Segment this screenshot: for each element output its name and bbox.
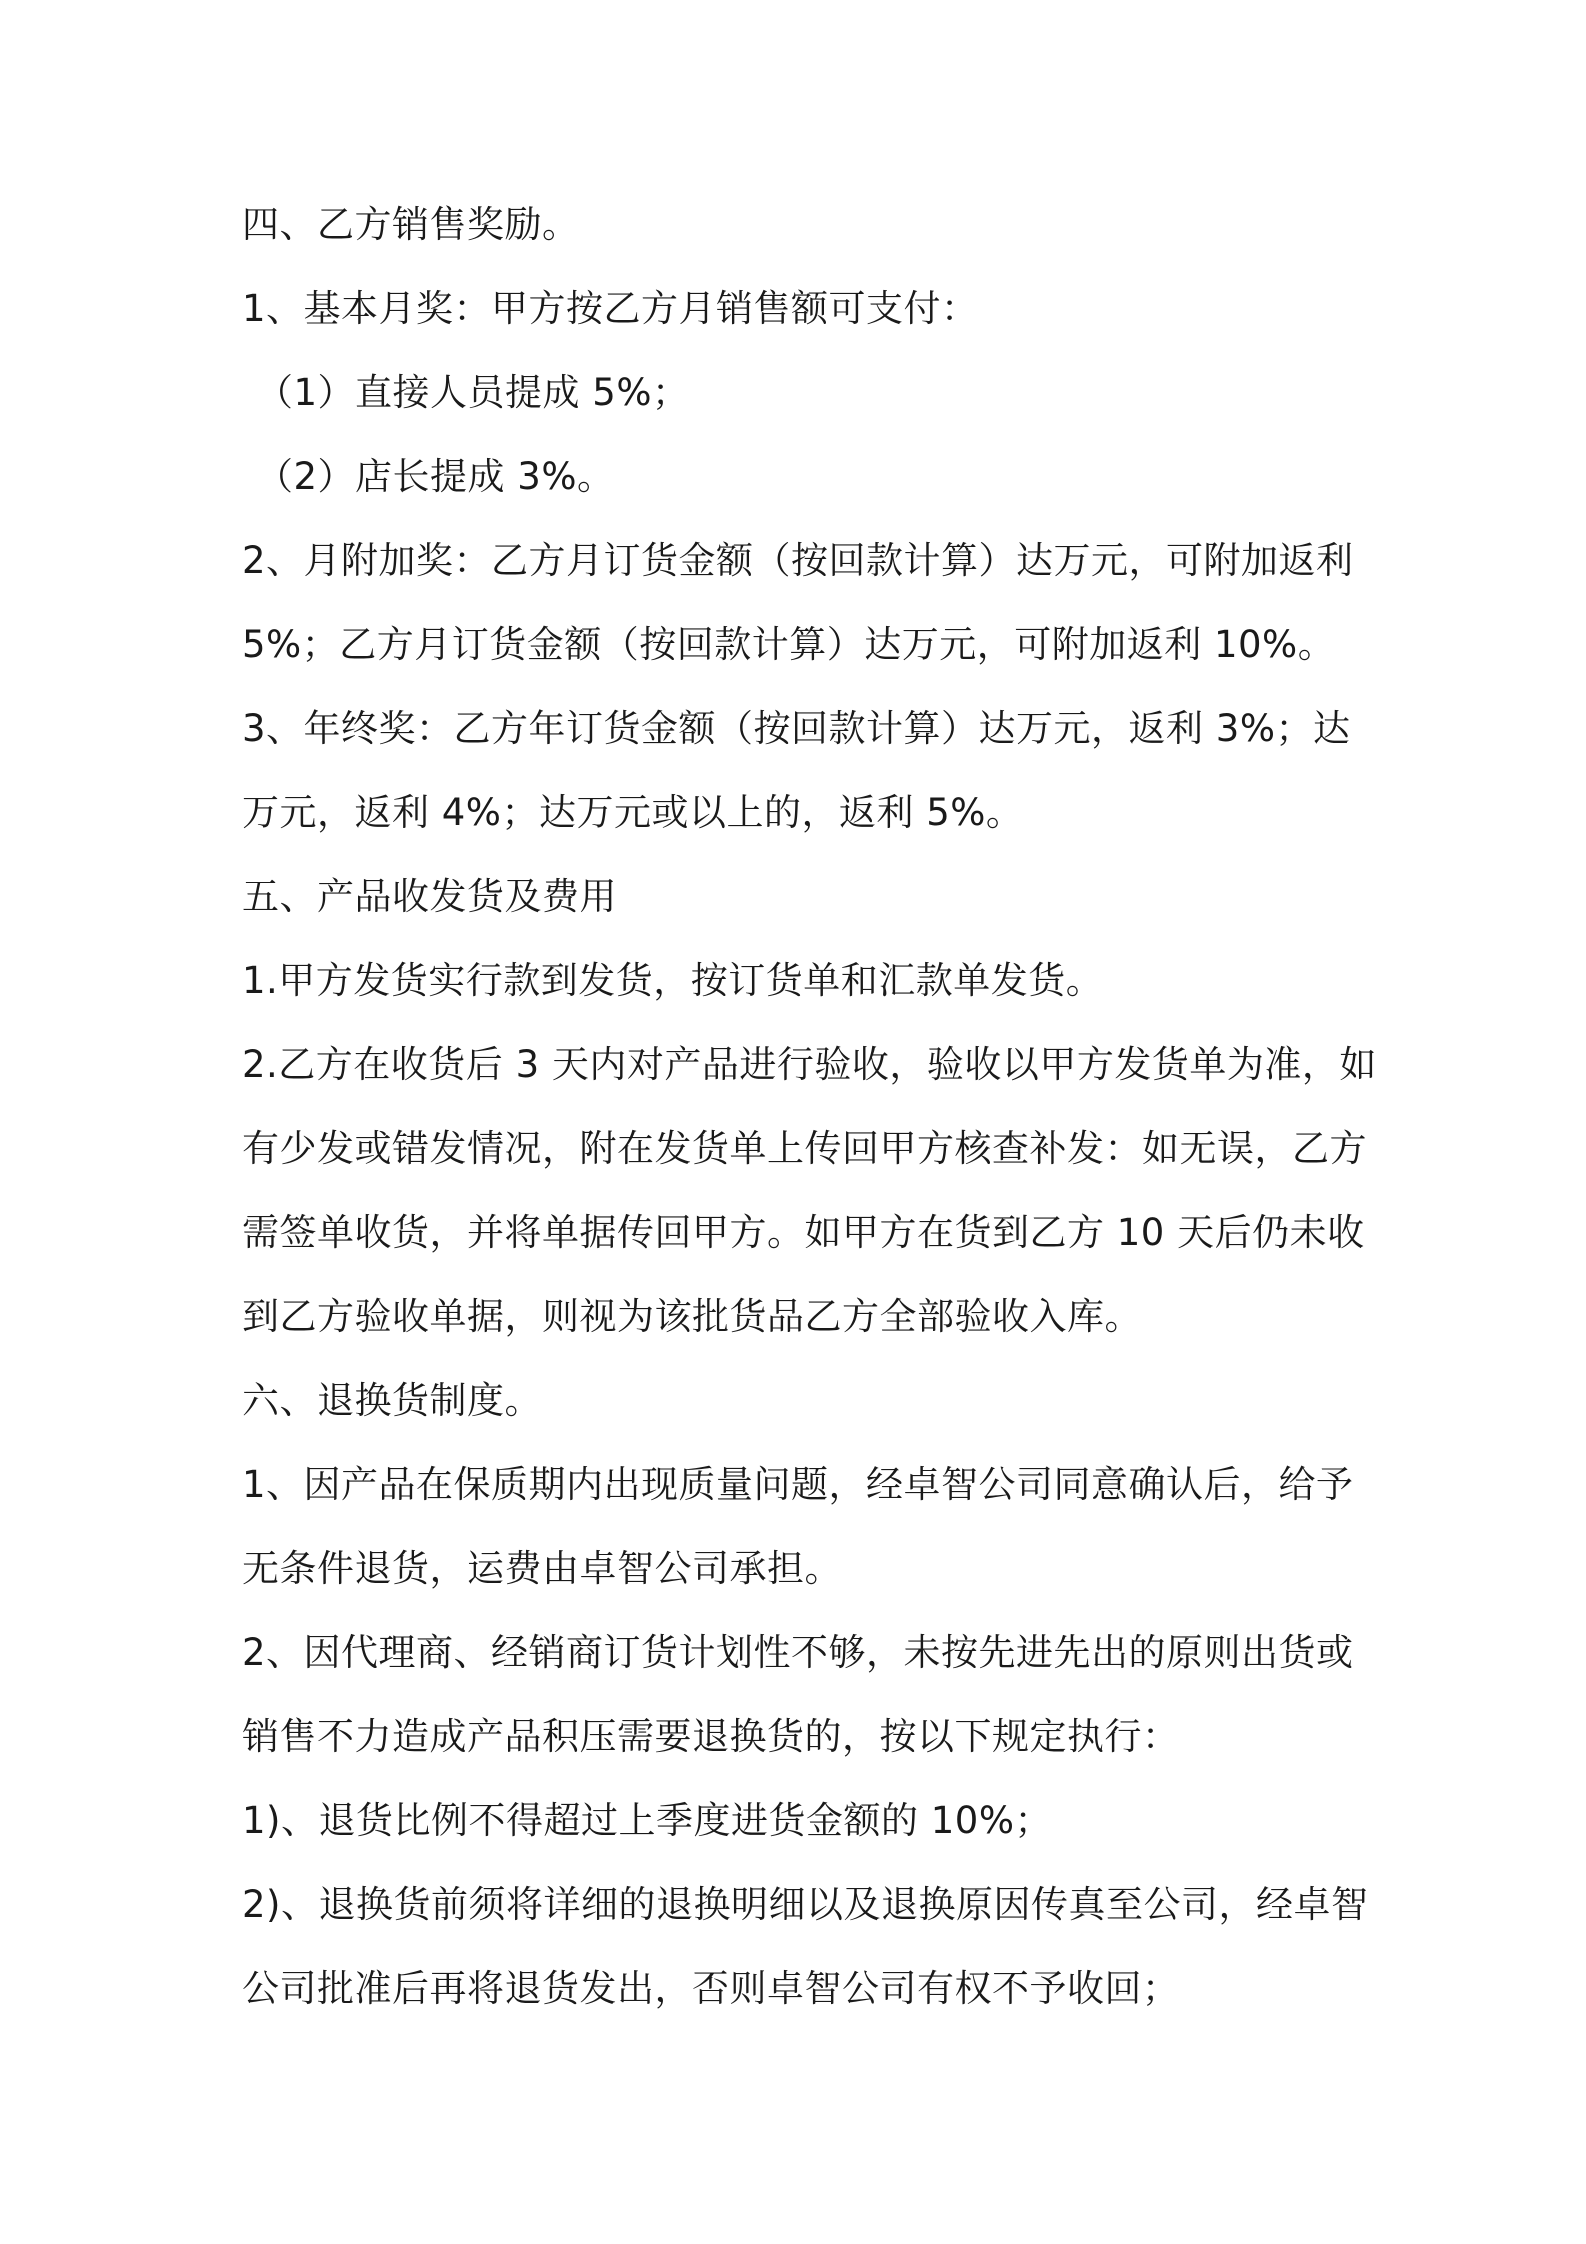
paragraph-line: 1、基本月奖：甲方按乙方月销售额可支付： bbox=[242, 287, 979, 330]
list-item: （1）直接人员提成 5%； bbox=[256, 371, 690, 414]
paragraph-line: 公司批准后再将退货发出，否则卓智公司有权不予收回； bbox=[242, 1967, 1180, 2010]
paragraph-line: 销售不力造成产品积压需要退换货的，按以下规定执行： bbox=[242, 1715, 1180, 1758]
paragraph-line: 3、年终奖：乙方年订货金额（按回款计算）达万元，返利 3%；达 bbox=[242, 707, 1351, 750]
paragraph-line: 无条件退货，运费由卓智公司承担。 bbox=[242, 1547, 842, 1590]
section-heading-4: 四、乙方销售奖励。 bbox=[242, 203, 580, 246]
paragraph-line: 到乙方验收单据，则视为该批货品乙方全部验收入库。 bbox=[242, 1295, 1142, 1338]
paragraph-line: 2、月附加奖：乙方月订货金额（按回款计算）达万元，可附加返利 bbox=[242, 539, 1354, 582]
paragraph-line: 2.乙方在收货后 3 天内对产品进行验收，验收以甲方发货单为准，如 bbox=[242, 1043, 1377, 1086]
list-item: （2）店长提成 3%。 bbox=[256, 455, 615, 498]
paragraph-line: 需签单收货，并将单据传回甲方。如甲方在货到乙方 10 天后仍未收 bbox=[242, 1211, 1365, 1254]
paragraph-line: 有少发或错发情况，附在发货单上传回甲方核查补发：如无误，乙方 bbox=[242, 1127, 1367, 1170]
section-heading-6: 六、退换货制度。 bbox=[242, 1379, 542, 1422]
section-heading-5: 五、产品收发货及费用 bbox=[242, 875, 617, 918]
list-item: 1)、退货比例不得超过上季度进货金额的 10%； bbox=[242, 1799, 1052, 1842]
list-item: 2)、退换货前须将详细的退换明细以及退换原因传真至公司，经卓智 bbox=[242, 1883, 1369, 1926]
paragraph-line: 5%；乙方月订货金额（按回款计算）达万元，可附加返利 10%。 bbox=[242, 623, 1336, 666]
paragraph-line: 1、因产品在保质期内出现质量问题，经卓智公司同意确认后，给予 bbox=[242, 1463, 1354, 1506]
paragraph-line: 万元，返利 4%；达万元或以上的，返利 5%。 bbox=[242, 791, 1024, 834]
paragraph-line: 1.甲方发货实行款到发货，按订货单和汇款单发货。 bbox=[242, 959, 1104, 1002]
paragraph-line: 2、因代理商、经销商订货计划性不够，未按先进先出的原则出货或 bbox=[242, 1631, 1354, 1674]
